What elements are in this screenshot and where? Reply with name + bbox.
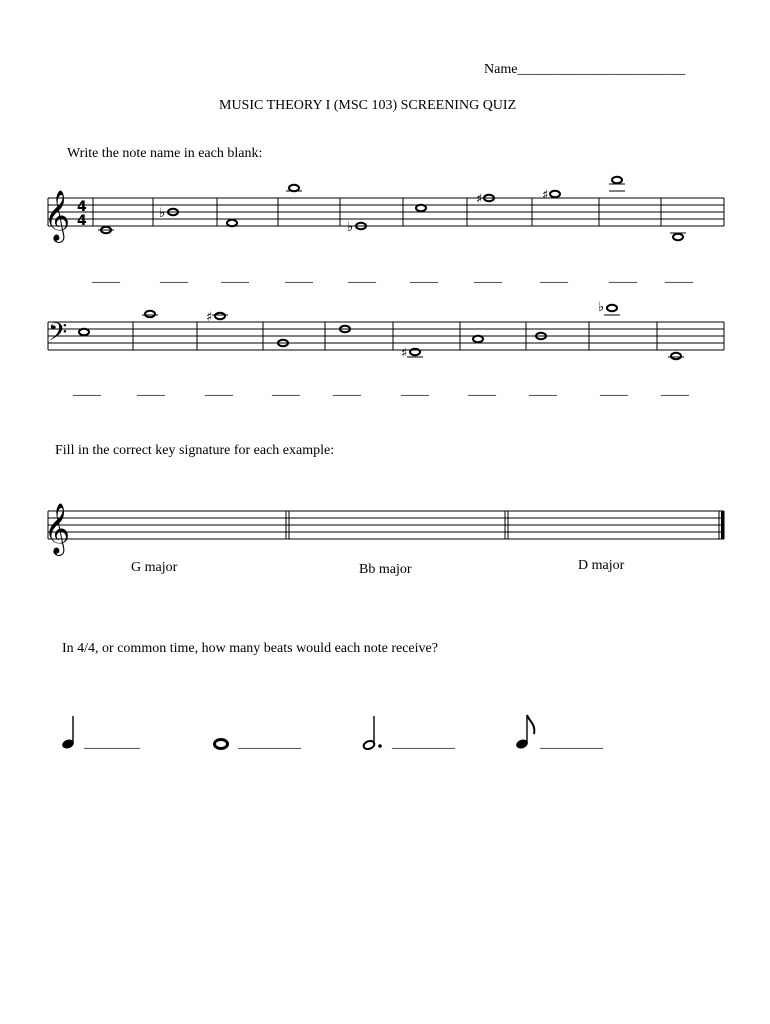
note-answer-blank[interactable]: ____ xyxy=(205,383,233,398)
whole-note-icon xyxy=(215,313,225,319)
note-answer-blank[interactable]: ____ xyxy=(285,270,313,285)
eighth-note-icon xyxy=(515,712,539,752)
note-answer-blank[interactable]: ____ xyxy=(401,383,429,398)
sharp-icon: ♯ xyxy=(542,188,549,203)
dotted-half-note-beats-blank[interactable]: _________ xyxy=(392,736,455,751)
key-label-bb-major: Bb major xyxy=(359,562,412,577)
bass-clef-icon: 𝄢 xyxy=(48,318,68,353)
flat-icon: ♭ xyxy=(598,300,605,315)
whole-note-icon xyxy=(227,220,237,226)
treble-clef-icon: 𝄞 xyxy=(44,190,71,241)
note-answer-blank[interactable]: ____ xyxy=(474,270,502,285)
note-answer-blank[interactable]: ____ xyxy=(272,383,300,398)
page-title: MUSIC THEORY I (MSC 103) SCREENING QUIZ xyxy=(219,98,517,113)
whole-note-icon xyxy=(607,305,617,311)
note-answer-blank[interactable]: ____ xyxy=(665,270,693,285)
note-answer-blank[interactable]: ____ xyxy=(92,270,120,285)
quarter-note-beats-blank[interactable]: ________ xyxy=(84,736,140,751)
note-answer-blank[interactable]: ____ xyxy=(410,270,438,285)
flat-icon: ♭ xyxy=(159,206,166,221)
whole-note-icon xyxy=(145,311,155,317)
sharp-icon: ♯ xyxy=(401,346,408,361)
whole-note-icon xyxy=(416,205,426,211)
bass-answer-row xyxy=(0,383,770,398)
whole-note-icon xyxy=(673,234,683,240)
key-label-g-major: G major xyxy=(131,560,178,575)
time-signature-bottom: 4 xyxy=(77,213,87,229)
whole-note-icon xyxy=(289,185,299,191)
dotted-half-note-icon xyxy=(362,712,386,752)
key-label-d-major: D major xyxy=(578,558,625,573)
treble-clef-icon: 𝄞 xyxy=(44,503,71,554)
eighth-note-beats-blank[interactable]: _________ xyxy=(540,736,603,751)
treble-staff xyxy=(0,170,770,260)
whole-note-beats-blank[interactable]: _________ xyxy=(238,736,301,751)
note-name-instruction: Write the note name in each blank: xyxy=(67,146,263,161)
key-signature-staff xyxy=(0,492,770,562)
note-answer-blank[interactable]: ____ xyxy=(529,383,557,398)
note-answer-blank[interactable]: ____ xyxy=(661,383,689,398)
whole-note-icon xyxy=(79,329,89,335)
note-answer-blank[interactable]: ____ xyxy=(348,270,376,285)
whole-note-icon xyxy=(473,336,483,342)
note-answer-blank[interactable]: ____ xyxy=(137,383,165,398)
note-answer-blank[interactable]: ____ xyxy=(221,270,249,285)
sharp-icon: ♯ xyxy=(206,310,213,325)
treble-answer-row xyxy=(0,270,770,285)
whole-note-icon xyxy=(612,177,622,183)
whole-note-icon xyxy=(410,349,420,355)
whole-note-icon xyxy=(212,735,232,755)
note-answer-blank[interactable]: ____ xyxy=(160,270,188,285)
note-answer-blank[interactable]: ____ xyxy=(333,383,361,398)
bass-staff xyxy=(0,300,770,370)
note-answer-blank[interactable]: ____ xyxy=(600,383,628,398)
key-signature-instruction: Fill in the correct key signature for each example: xyxy=(55,443,335,458)
time-signature-top: 4 xyxy=(77,199,87,215)
beats-instruction: In 4/4, or common time, how many beats would each note receive? xyxy=(62,641,438,656)
whole-note-icon xyxy=(671,353,681,359)
flat-icon: ♭ xyxy=(347,220,354,235)
whole-note-icon xyxy=(550,191,560,197)
note-answer-blank[interactable]: ____ xyxy=(540,270,568,285)
sharp-icon: ♯ xyxy=(476,192,483,207)
note-answer-blank[interactable]: ____ xyxy=(73,383,101,398)
note-answer-blank[interactable]: ____ xyxy=(609,270,637,285)
quarter-note-icon xyxy=(60,712,80,752)
note-answer-blank[interactable]: ____ xyxy=(468,383,496,398)
name-field-label: Name________________________ xyxy=(484,62,686,77)
